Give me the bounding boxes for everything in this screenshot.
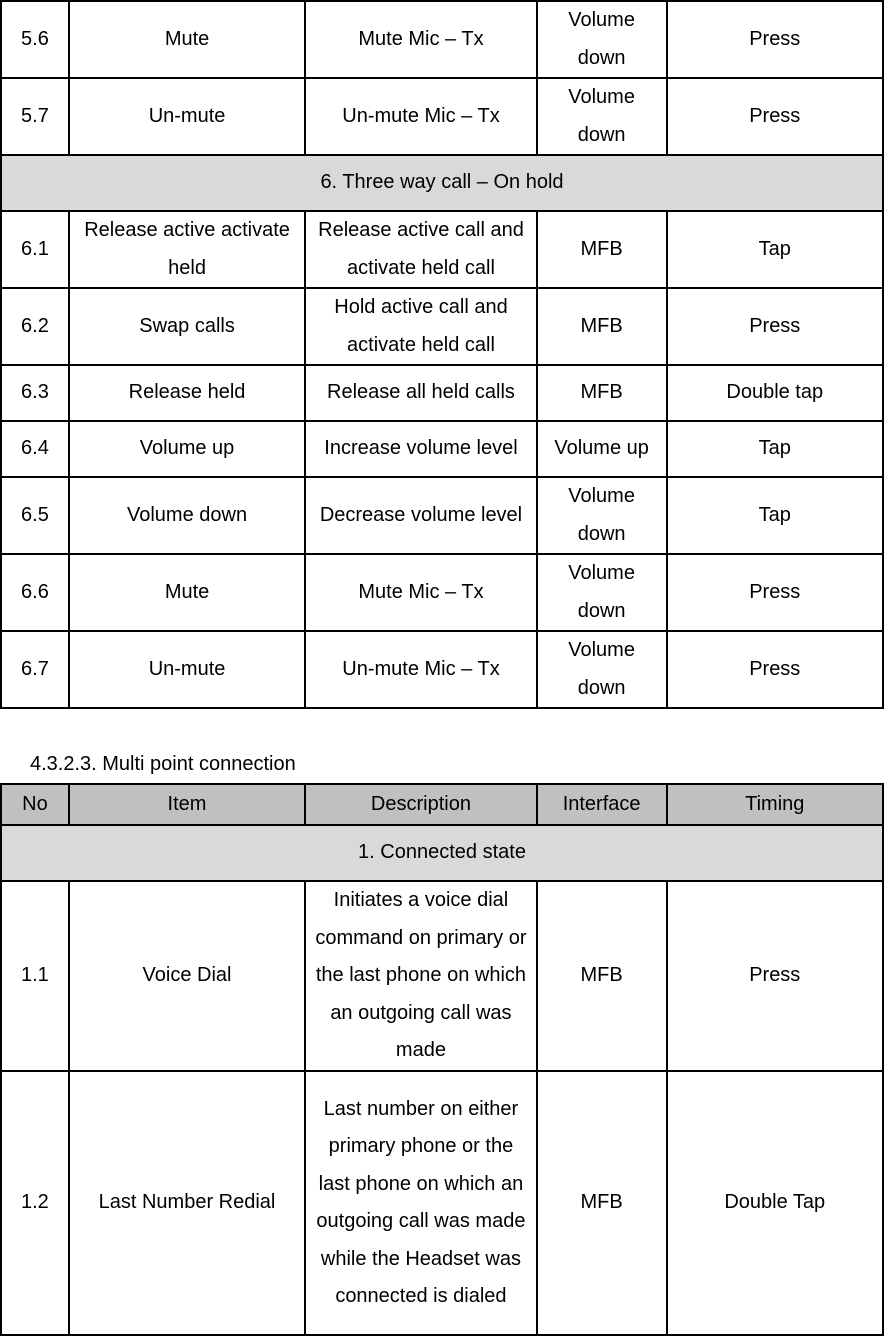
cell-interface: MFB — [537, 365, 667, 421]
cell-no: 6.5 — [1, 477, 69, 554]
cell-description: Mute Mic – Tx — [305, 554, 536, 631]
header-cell: Item — [69, 784, 305, 825]
section-title: 1. Connected state — [1, 825, 883, 881]
header-row — [1, 784, 883, 825]
section-title: 6. Three way call – On hold — [1, 155, 883, 211]
cell-timing: Tap — [667, 477, 883, 554]
cell-interface: Volume down — [537, 631, 667, 708]
cell-item: Release active activate held — [69, 211, 305, 288]
cell-description: Initiates a voice dial command on primary or the last phone on which an outgoing call was made — [305, 881, 537, 1071]
cell-description: Hold active call and activate held call — [305, 288, 536, 365]
table-row — [1, 288, 883, 365]
cell-interface: Volume down — [537, 554, 667, 631]
cell-interface: Volume down — [537, 1, 667, 78]
cell-no: 6.1 — [1, 211, 69, 288]
header-cell: Description — [305, 784, 537, 825]
cell-timing: Double Tap — [667, 1071, 883, 1335]
cell-timing: Press — [667, 554, 883, 631]
cell-description: Increase volume level — [305, 421, 536, 477]
cell-no: 6.4 — [1, 421, 69, 477]
header-cell: Interface — [537, 784, 667, 825]
cell-description: Mute Mic – Tx — [305, 1, 536, 78]
cell-interface: MFB — [537, 288, 667, 365]
cell-item: Un-mute — [69, 631, 305, 708]
cell-interface: Volume up — [537, 421, 667, 477]
cell-item: Volume up — [69, 421, 305, 477]
multipoint-table — [0, 783, 884, 1336]
section-row — [1, 825, 883, 881]
cell-description: Release active call and activate held call — [305, 211, 536, 288]
table-row — [1, 881, 883, 1071]
cell-interface: MFB — [537, 211, 667, 288]
table-row — [1, 631, 883, 708]
table-row — [1, 78, 883, 155]
cell-interface: Volume down — [537, 78, 667, 155]
cell-item: Release held — [69, 365, 305, 421]
cell-description: Un-mute Mic – Tx — [305, 78, 536, 155]
header-cell: No — [1, 784, 69, 825]
cell-timing: Tap — [667, 421, 883, 477]
table-row — [1, 554, 883, 631]
cell-timing: Press — [667, 1, 883, 78]
cell-item: Volume down — [69, 477, 305, 554]
cell-no: 6.7 — [1, 631, 69, 708]
section-heading: 4.3.2.3. Multi point connection — [30, 753, 296, 775]
cell-item: Voice Dial — [69, 881, 305, 1071]
cell-description: Release all held calls — [305, 365, 536, 421]
cell-item: Un-mute — [69, 78, 305, 155]
cell-no: 6.3 — [1, 365, 69, 421]
table-row — [1, 1, 883, 78]
header-cell: Timing — [667, 784, 883, 825]
cell-timing: Press — [667, 631, 883, 708]
table-row — [1, 477, 883, 554]
cell-description: Last number on either primary phone or the last phone on which an outgoing call was made while the Headset was connected is dialed — [305, 1071, 537, 1335]
cell-timing: Press — [667, 288, 883, 365]
cell-item: Last Number Redial — [69, 1071, 305, 1335]
table-row — [1, 211, 883, 288]
table-row — [1, 365, 883, 421]
cell-no: 1.1 — [1, 881, 69, 1071]
cell-no: 1.2 — [1, 1071, 69, 1335]
cell-timing: Press — [667, 881, 883, 1071]
cell-item: Mute — [69, 554, 305, 631]
cell-timing: Double tap — [667, 365, 883, 421]
cell-interface: Volume down — [537, 477, 667, 554]
cell-interface: MFB — [537, 881, 667, 1071]
cell-no: 6.6 — [1, 554, 69, 631]
section-row — [1, 155, 883, 211]
cell-description: Decrease volume level — [305, 477, 536, 554]
cell-timing: Press — [667, 78, 883, 155]
cell-interface: MFB — [537, 1071, 667, 1335]
cell-no: 6.2 — [1, 288, 69, 365]
cell-timing: Tap — [667, 211, 883, 288]
table-row — [1, 1071, 883, 1335]
cell-description: Un-mute Mic – Tx — [305, 631, 536, 708]
table-row — [1, 421, 883, 477]
cell-item: Swap calls — [69, 288, 305, 365]
cell-no: 5.6 — [1, 1, 69, 78]
cell-item: Mute — [69, 1, 305, 78]
cell-no: 5.7 — [1, 78, 69, 155]
